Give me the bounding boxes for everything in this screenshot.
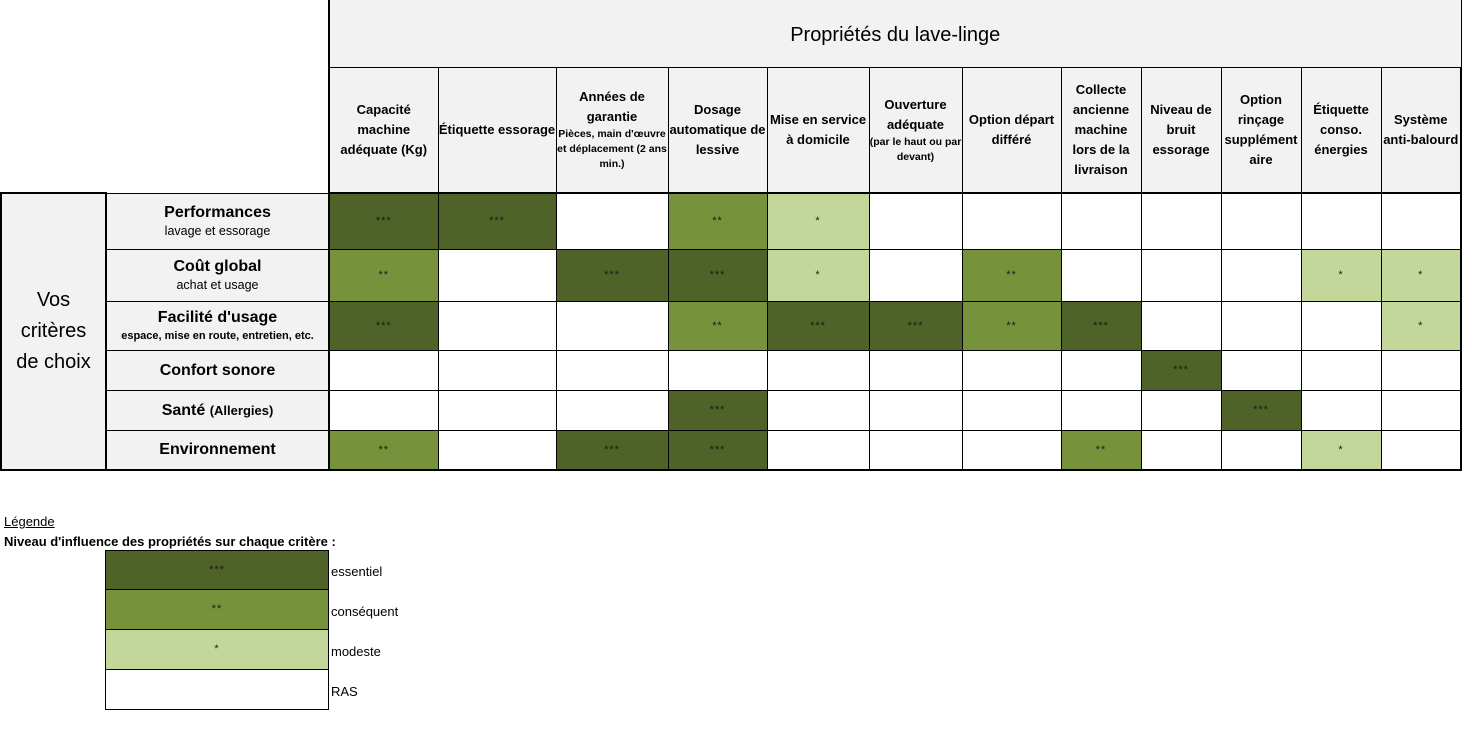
influence-cell (962, 350, 1061, 390)
influence-cell (1061, 193, 1141, 249)
influence-cell (1221, 193, 1301, 249)
influence-cell (1221, 249, 1301, 301)
influence-cell: *** (668, 390, 767, 430)
influence-cell (1381, 350, 1461, 390)
legend-label: conséquent (331, 604, 399, 619)
criterion-header (106, 430, 329, 470)
influence-cell: *** (1221, 390, 1301, 430)
criterion-title: Coût global (173, 258, 262, 275)
property-title: Système anti-balourd (1383, 111, 1459, 147)
influence-cell (438, 430, 556, 470)
legend-subtitle: Niveau d'influence des propriétés sur chaque critère : (4, 534, 336, 549)
legend-label: modeste (331, 644, 381, 659)
influence-cell (1301, 301, 1381, 350)
influence-cell (438, 301, 556, 350)
influence-cell: *** (329, 301, 438, 350)
corner-blank (1, 67, 329, 193)
influence-cell (1221, 350, 1301, 390)
legend-label: essentiel (331, 564, 383, 579)
property-title: Années de garantie (579, 89, 645, 125)
influence-cell (1221, 301, 1301, 350)
influence-cell (1381, 390, 1461, 430)
property-header (1061, 67, 1141, 193)
criterion-inline-note: (Allergies) (209, 402, 274, 418)
influence-cell (869, 430, 962, 470)
influence-cell (767, 390, 869, 430)
influence-cell: *** (668, 249, 767, 301)
influence-cell: * (767, 193, 869, 249)
influence-cell (1141, 249, 1221, 301)
influence-cell: * (1301, 430, 1381, 470)
influence-cell: ** (962, 249, 1061, 301)
influence-cell: ** (329, 249, 438, 301)
influence-cell: ** (1061, 430, 1141, 470)
property-title: Option départ différé (968, 111, 1055, 147)
influence-cell: ** (668, 301, 767, 350)
influence-cell (556, 350, 668, 390)
influence-cell (869, 390, 962, 430)
side-label (1, 193, 106, 470)
influence-cell (962, 390, 1061, 430)
criterion-title: Santé (Allergies) (161, 401, 274, 419)
criterion-subtitle: espace, mise en route, entretien, etc. (121, 329, 314, 342)
influence-cell (1301, 390, 1381, 430)
property-subtitle: (par le haut ou par devant) (869, 135, 962, 163)
property-header (1141, 67, 1221, 193)
property-header (869, 67, 962, 193)
influence-cell (329, 390, 438, 430)
influence-cell (1301, 193, 1381, 249)
property-header (1301, 67, 1381, 193)
influence-cell (1381, 193, 1461, 249)
influence-cell: *** (767, 301, 869, 350)
criterion-header (106, 193, 329, 249)
corner-blank (1, 0, 329, 67)
criterion-title: Facilité d'usage (157, 308, 278, 326)
influence-cell: *** (438, 193, 556, 249)
property-header (438, 67, 556, 193)
property-title: Étiquette essorage (438, 121, 556, 137)
property-header (962, 67, 1061, 193)
influence-cell (1061, 249, 1141, 301)
property-title: Option rinçage supplément aire (1224, 91, 1298, 167)
criterion-header (106, 350, 329, 390)
influence-cell (668, 350, 767, 390)
influence-cell: *** (869, 301, 962, 350)
influence-cell (767, 350, 869, 390)
criterion-header (106, 301, 329, 350)
influence-cell (767, 430, 869, 470)
influence-cell: * (767, 249, 869, 301)
legend-label: RAS (331, 684, 358, 699)
criterion-header (106, 249, 329, 301)
criterion-title: Performances (164, 204, 271, 221)
influence-cell (438, 350, 556, 390)
influence-cell (1141, 301, 1221, 350)
influence-cell: *** (556, 249, 668, 301)
influence-cell (962, 193, 1061, 249)
influence-cell: * (1301, 249, 1381, 301)
property-header (767, 67, 869, 193)
legend-swatch (105, 670, 329, 710)
table-title: Propriétés du lave-linge (329, 0, 1461, 67)
property-header (1381, 67, 1461, 193)
influence-cell (1061, 390, 1141, 430)
criterion-header (106, 390, 329, 430)
influence-cell (438, 249, 556, 301)
property-title: Mise en service à domicile (769, 111, 867, 147)
legend-swatch: * (105, 630, 329, 670)
influence-cell (556, 390, 668, 430)
influence-cell (1221, 430, 1301, 470)
property-header (329, 67, 438, 193)
influence-cell: *** (556, 430, 668, 470)
influence-cell (1061, 350, 1141, 390)
influence-cell (1301, 350, 1381, 390)
property-header (556, 67, 668, 193)
influence-cell: ** (668, 193, 767, 249)
influence-cell (556, 301, 668, 350)
influence-cell (329, 350, 438, 390)
influence-cell (438, 390, 556, 430)
property-title: Collecte ancienne machine lors de la livraison (1072, 81, 1130, 177)
criterion-subtitle: achat et usage (176, 278, 259, 292)
property-title: Niveau de bruit essorage (1150, 101, 1212, 157)
influence-cell (869, 350, 962, 390)
property-title: Ouverture adéquate (884, 96, 947, 132)
influence-cell: *** (1061, 301, 1141, 350)
legend-swatch: *** (105, 550, 329, 590)
influence-cell (1141, 193, 1221, 249)
property-title: Dosage automatique de lessive (669, 101, 766, 157)
influence-cell (1141, 430, 1221, 470)
influence-cell (869, 193, 962, 249)
influence-cell: * (1381, 301, 1461, 350)
influence-cell (556, 193, 668, 249)
criterion-title: Confort sonore (159, 361, 276, 379)
property-subtitle: Pièces, main d'œuvre et déplacement (2 ans min.) (557, 128, 667, 171)
influence-cell (1141, 390, 1221, 430)
legend-swatch: ** (105, 590, 329, 630)
property-title: Étiquette conso. énergies (1313, 101, 1369, 157)
property-header (668, 67, 767, 193)
influence-cell (962, 430, 1061, 470)
side-label-text: Vos critères de choix (16, 289, 91, 373)
influence-cell: ** (329, 430, 438, 470)
influence-cell (1381, 430, 1461, 470)
influence-cell: ** (962, 301, 1061, 350)
property-title: Capacité machine adéquate (Kg) (340, 101, 428, 157)
influence-cell: *** (1141, 350, 1221, 390)
influence-cell: *** (329, 193, 438, 249)
influence-cell: *** (668, 430, 767, 470)
property-header (1221, 67, 1301, 193)
criterion-subtitle: lavage et essorage (164, 224, 271, 238)
influence-cell: * (1381, 249, 1461, 301)
criterion-title: Environnement (159, 441, 276, 459)
influence-cell (869, 249, 962, 301)
legend-title: Légende (4, 514, 55, 529)
